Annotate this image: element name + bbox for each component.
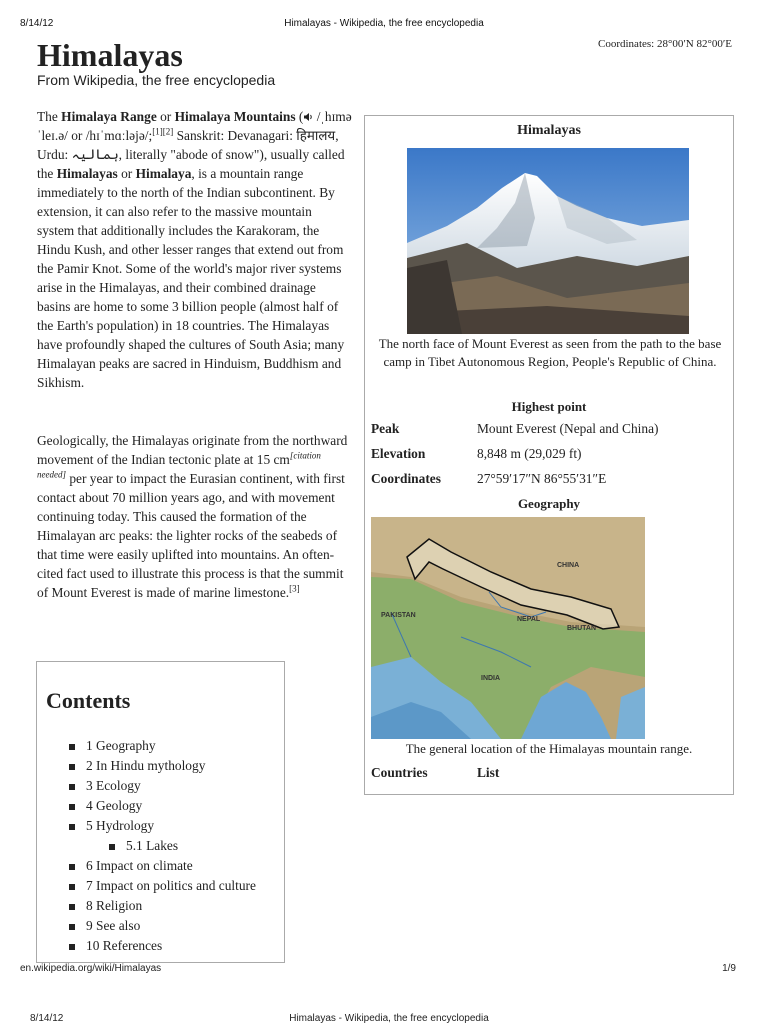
toc-item[interactable]: 5 Hydrology — [69, 816, 256, 836]
map-caption: The general location of the Himalayas mountain range. — [405, 741, 693, 756]
map-art — [371, 517, 645, 739]
print-page-title: Himalayas - Wikipedia, the free encyclopedia — [284, 18, 484, 29]
toc-item[interactable]: 6 Impact on climate — [69, 856, 256, 876]
print-page-number: 1/9 — [722, 963, 736, 974]
map-label-nepal: NEPAL — [517, 616, 541, 623]
intro-paragraph: The Himalaya Range or Himalaya Mountains ( /ˌhɪməˈleɪ.ə/ or /hɪˈmɑːləjə/;[1][2] Sanskrit: Devanagari: हिमालय, Urdu: ہمالیہ, literally "abode of snow"), usually called the Himalayas or Himalaya, is a mountain range immediately to the north of the Indian subcontinent. By extension, it can also refer to the massive mountain system that additionally includes the Karakoram, the Hindu Kush, and other lesser ranges that extend out from the Pamir Knot. Some of the world's major river systems arise in the Himalayas, and their combined drainage basins are home to some 3 billion people (almost half of the Earth's population) in 18 countries. The Himalayas have profoundly shaped the cultures of South Asia; many Himalayan peaks are sacred in Hinduism, Buddhism and Sikhism. — [37, 109, 352, 390]
print-url: en.wikipedia.org/wiki/Himalayas — [20, 963, 162, 974]
everest-photo-art — [407, 148, 689, 334]
print-date: 8/14/12 — [20, 18, 54, 29]
citation-needed-link[interactable]: [citation needed] — [37, 450, 321, 480]
map-label-india: INDIA — [481, 675, 501, 682]
map-label-china: CHINA — [557, 562, 580, 569]
toc-title: Contents — [46, 688, 131, 713]
print-date-next: 8/14/12 — [30, 1013, 64, 1024]
speaker-icon[interactable] — [303, 112, 313, 122]
print-header — [20, 18, 748, 32]
toc-item[interactable]: 4 Geology — [69, 796, 256, 816]
photo-caption: The north face of Mount Everest as seen from the path to the base camp in Tibet Autonomous Region, People's Republic of China. — [378, 336, 722, 369]
himalayas-location-map[interactable] — [371, 517, 645, 739]
toc-item[interactable]: 10 References — [69, 936, 256, 956]
toc-item[interactable]: 8 Religion — [69, 896, 256, 916]
coordinates-link[interactable]: Coordinates: 28°00′N 82°00′E — [598, 38, 732, 50]
table-of-contents — [36, 661, 285, 963]
toc-item[interactable]: 1 Geography — [69, 736, 256, 756]
toc-list — [69, 736, 256, 956]
toc-item[interactable]: 7 Impact on politics and culture — [69, 876, 256, 896]
geography-heading: Geography — [517, 496, 581, 511]
reference-link[interactable]: [3] — [289, 583, 300, 594]
reference-link[interactable]: [1][2] — [152, 126, 174, 137]
print-page-title-next: Himalayas - Wikipedia, the free encyclopedia — [289, 1013, 489, 1024]
print-header-next-page — [30, 1013, 748, 1024]
infobox: Himalayas The north face of Mount Everest as seen from the path to the base camp in Tibet Autonomous Region, People's Republic of China. Highest point Peak Mount Everest (Nepal and China) Elevation 8,848 m (29,029 ft) Coordinates 27°59′17″N 86°55′31″E Geography CHINA PAKISTAN NEPAL BHUTAN INDIA The general location of the Himalayas mountain range. Countries List — [364, 115, 734, 795]
highest-point-heading: Highest point — [511, 399, 587, 414]
infobox-title: Himalayas — [517, 123, 581, 138]
tagline: From Wikipedia, the free encyclopedia — [37, 72, 276, 88]
geology-paragraph: Geologically, the Himalayas originate from the northward movement of the Indian tectonic plate at 15 cm[citation needed] per year to impact the Eurasian continent, with first contact about 70 million years ago, and with movement continuing today. This caused the formation of the Himalayan arc peaks: the lighter rocks of the seabeds of that time were easily uplifted into mountains. An often-cited fact used to illustrate this process is that the summit of Mount Everest is made of marine limestone.[3] — [37, 433, 348, 600]
toc-item[interactable]: 3 Ecology — [69, 776, 256, 796]
map-label-bhutan: BHUTAN — [567, 625, 597, 632]
toc-subitem[interactable]: 5.1 Lakes — [109, 836, 256, 856]
print-footer — [20, 963, 748, 974]
everest-photo[interactable] — [407, 148, 689, 334]
page-title: Himalayas — [37, 37, 183, 73]
pronunciation[interactable]: /ˌhɪməˈleɪ.ə/ or /hɪˈmɑːləjə/; — [37, 109, 352, 143]
map-label-pakistan: PAKISTAN — [381, 612, 416, 619]
toc-item[interactable]: 9 See also — [69, 916, 256, 936]
toc-item[interactable]: 2 In Hindu mythology — [69, 756, 256, 776]
